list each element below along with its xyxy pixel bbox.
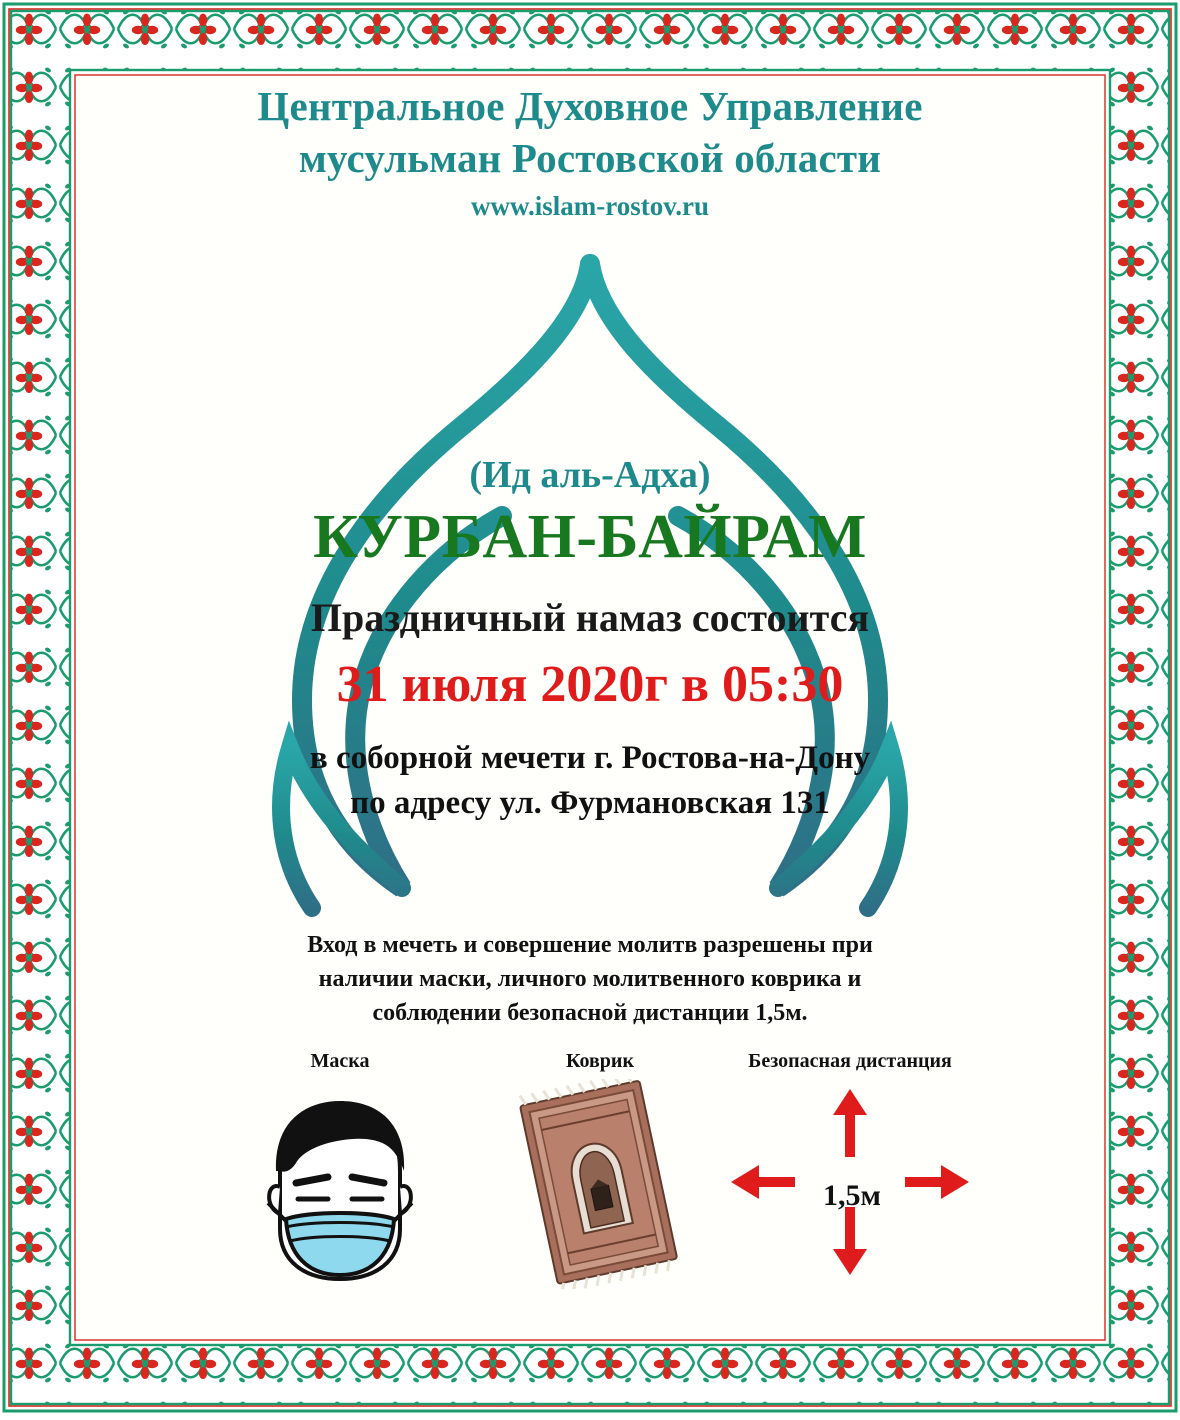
organization-title-line1: Центральное Духовное Управление xyxy=(257,83,923,129)
requirement-distance xyxy=(725,1050,975,1289)
safety-rules-note xyxy=(230,928,950,1030)
website-url: www.islam-rostov.ru xyxy=(470,190,709,221)
place-line-2: по адресу ул. Фурмановская 131 xyxy=(350,784,830,821)
poster-header xyxy=(78,80,1102,222)
main-announcement xyxy=(160,455,1020,825)
requirement-mask xyxy=(215,1050,465,1294)
rug-caption: Коврик xyxy=(566,1050,634,1072)
mask-caption: Маска xyxy=(310,1050,370,1072)
distance-caption: Безопасная дистанция xyxy=(748,1050,952,1072)
place-line-1: в соборной мечети г. Ростова-на-Дону xyxy=(309,740,871,777)
prayer-rug-icon xyxy=(490,1079,710,1289)
organization-title-line2: мусульман Ростовской области xyxy=(298,135,882,182)
prayer-announcement: Праздничный намаз состоится xyxy=(310,594,870,640)
holiday-alt-name: (Ид аль-Адха) xyxy=(469,454,711,496)
rules-line-2: наличии маски, личного молитвенного коврика и xyxy=(318,966,862,993)
face-with-mask-icon xyxy=(240,1079,440,1289)
holiday-name: КУРБАН-БАЙРАМ xyxy=(313,502,867,571)
date-time: 31 июля 2020г в 05:30 xyxy=(336,655,844,713)
requirements-icons xyxy=(215,1050,975,1310)
requirement-rug xyxy=(475,1050,725,1294)
rules-line-1: Вход в мечеть и совершение молитв разрешены при xyxy=(307,932,873,958)
rules-line-3: соблюдении безопасной дистанции 1,5м. xyxy=(372,1000,808,1027)
distance-value: 1,5м xyxy=(823,1179,881,1212)
